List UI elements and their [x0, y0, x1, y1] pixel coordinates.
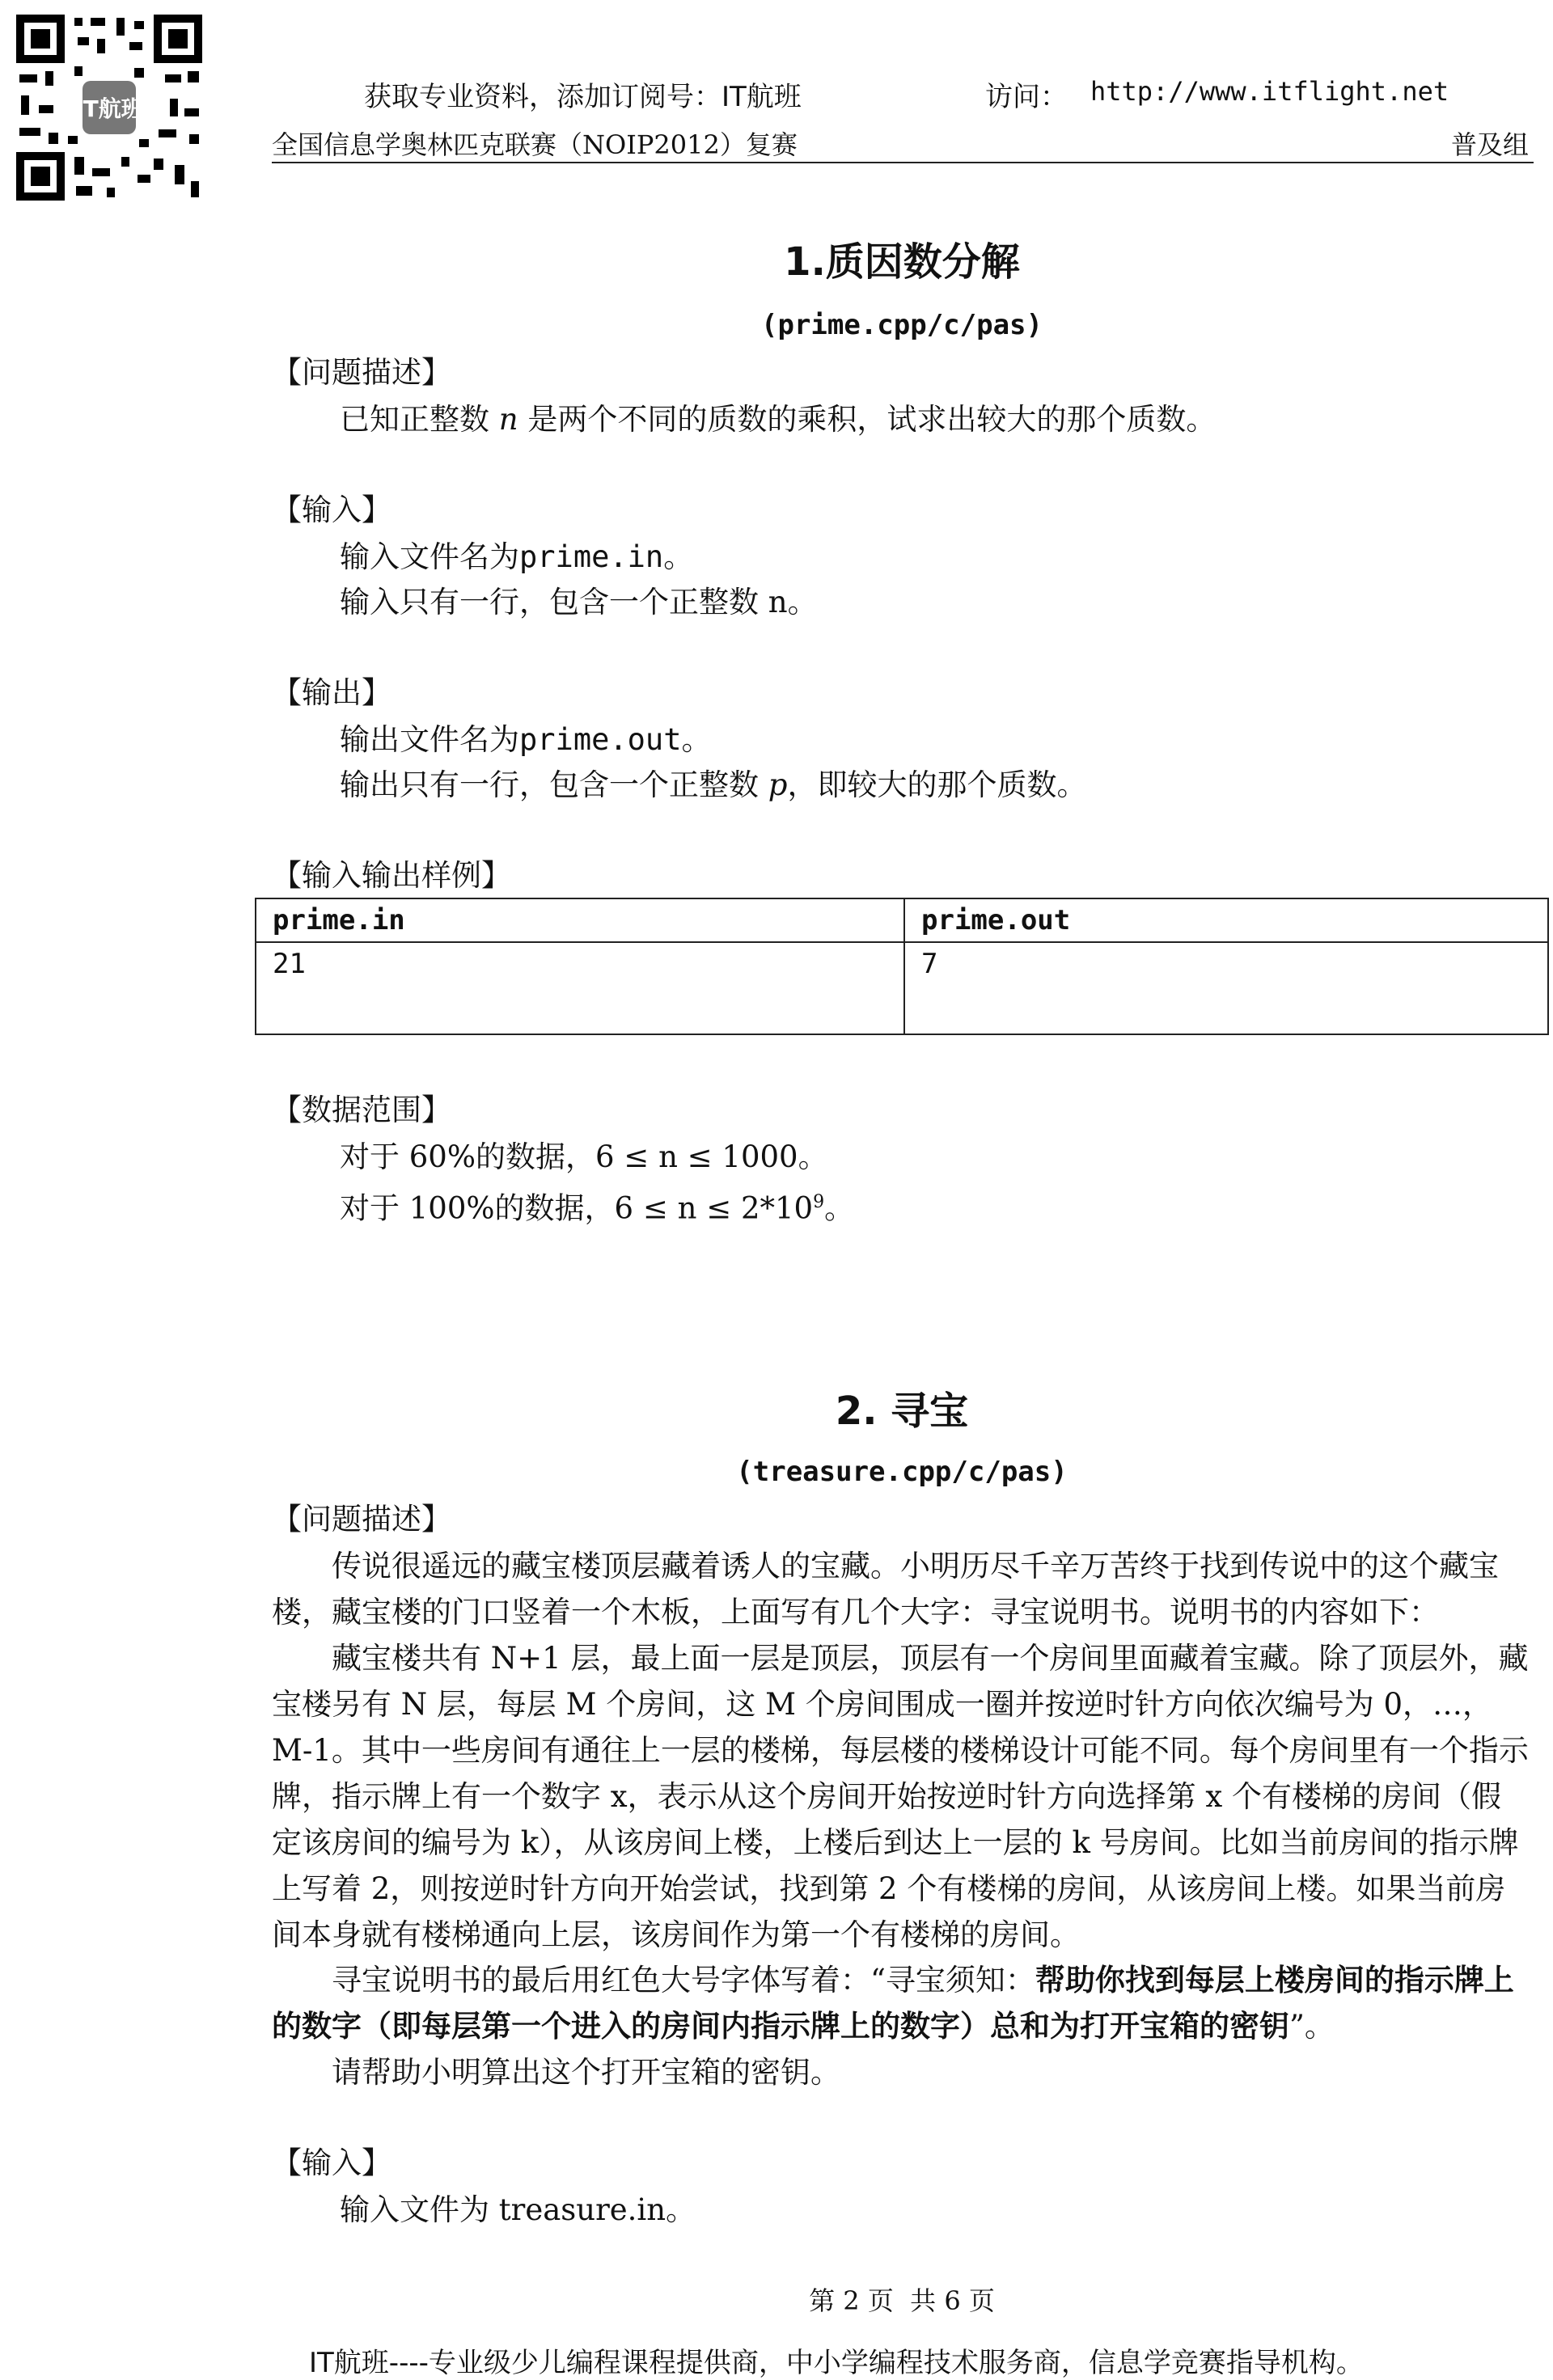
- problem2-para2: 藏宝楼共有 N+1 层，最上面一层是顶层，顶层有一个房间里面藏着宝藏。除了顶层外，藏宝楼另有 N 层，每层 M 个房间，这 M 个房间围成一圈并按逆时针方向依次编号为 0，…，M-1。其中一些房间有通往上一层的楼梯，每层楼的楼梯设计可能不同。每个房间里有一个指示牌，指示牌上有一个数字 x，表示从这个房间开始按逆时针方向选择第 x 个有楼梯的房间（假定该房间的编号为 k），从该房间上楼，上楼后到达上一层的 k 号房间。比如当前房间的指示牌上写着 2，则按逆时针方向开始尝试，找到第 2 个有楼梯的房间，从该房间上楼。如果当前房间本身就有楼梯通向上层，该房间作为第一个有楼梯的房间。: [272, 1641, 1529, 1952]
- problem2-para1: 传说很遥远的藏宝楼顶层藏着诱人的宝藏。小明历尽千辛万苦终于找到传说中的这个藏宝楼，藏宝楼的门口竖着一个木板，上面写有几个大字：寻宝说明书。说明书的内容如下：: [272, 1549, 1499, 1630]
- problem2-para3: 寻宝说明书的最后用红色大号字体写着：“寻宝须知：帮助你找到每层上楼房间的指示牌上的数字（即每层第一个进入的房间内指示牌上的数字）总和为打开宝箱的密钥”。: [272, 1963, 1514, 2044]
- problem1-output-heading: 【输出】: [272, 675, 391, 710]
- problem2-para4: 请帮助小明算出这个打开宝箱的密钥。: [272, 2055, 840, 2090]
- problem2-desc-heading: 【问题描述】: [272, 1502, 451, 1537]
- problem2-title: 2. 寻宝: [835, 1389, 969, 1434]
- header-visit-label: 访问：: [985, 81, 1068, 113]
- problem1-input-line2: 输入只有一行，包含一个正整数 n。: [340, 585, 818, 619]
- sample-header-input: prime.in: [256, 898, 904, 942]
- problem1-range-line1: 对于 60%的数据，6 ≤ n ≤ 1000。: [340, 1139, 828, 1174]
- sample-table: [255, 898, 1549, 1035]
- problem2-input-line1: 输入文件为 treasure.in。: [340, 2192, 696, 2227]
- sample-cell-output: 7: [904, 942, 1548, 1034]
- problem1-range-heading: 【数据范围】: [272, 1093, 451, 1127]
- page-number: 第 2 页 共 6 页: [809, 2285, 995, 2316]
- header-url[interactable]: http://www.itflight.net: [1090, 76, 1449, 107]
- problem1-input-line1: 输入文件名为prime.in。: [340, 539, 694, 574]
- problem2-files: (treasure.cpp/c/pas): [736, 1456, 1068, 1488]
- header-group: 普及组: [1451, 129, 1530, 160]
- footer-slogan: IT航班----专业级少儿编程课程提供商，中小学编程技术服务商，信息学竞赛指导机构。: [309, 2347, 1364, 2379]
- header-promo: 获取专业资料，添加订阅号：IT航班: [364, 81, 802, 113]
- sample-table-header-row: [256, 898, 1548, 942]
- problem2-input-heading: 【输入】: [272, 2145, 391, 2180]
- problem1-range-line2: 对于 100%的数据，$6 \le n \le 2*10^9$。: [340, 1190, 855, 1226]
- problem1-sample-heading: 【输入输出样例】: [272, 858, 511, 893]
- problem1-desc-heading: 【问题描述】: [272, 355, 451, 390]
- problem1-files: (prime.cpp/c/pas): [761, 309, 1043, 341]
- problem1-input-heading: 【输入】: [272, 492, 391, 527]
- qr-logo-text: IT航班: [74, 95, 144, 122]
- sample-header-output: prime.out: [904, 898, 1548, 942]
- header-contest: 全国信息学奥林匹克联赛（NOIP2012）复赛: [272, 129, 798, 160]
- sample-cell-input: 21: [256, 942, 904, 1034]
- header-divider: [272, 162, 1534, 163]
- sample-table-row: [256, 942, 1548, 1034]
- problem1-output-line1: 输出文件名为prime.out。: [340, 722, 712, 757]
- problem1-output-line2: 输出只有一行，包含一个正整数 p，即较大的那个质数。: [340, 767, 1087, 802]
- qr-code: [16, 15, 202, 201]
- problem1-desc: 已知正整数 n 是两个不同的质数的乘积，试求出较大的那个质数。: [340, 402, 1217, 437]
- problem1-title: 1.质因数分解: [784, 239, 1020, 285]
